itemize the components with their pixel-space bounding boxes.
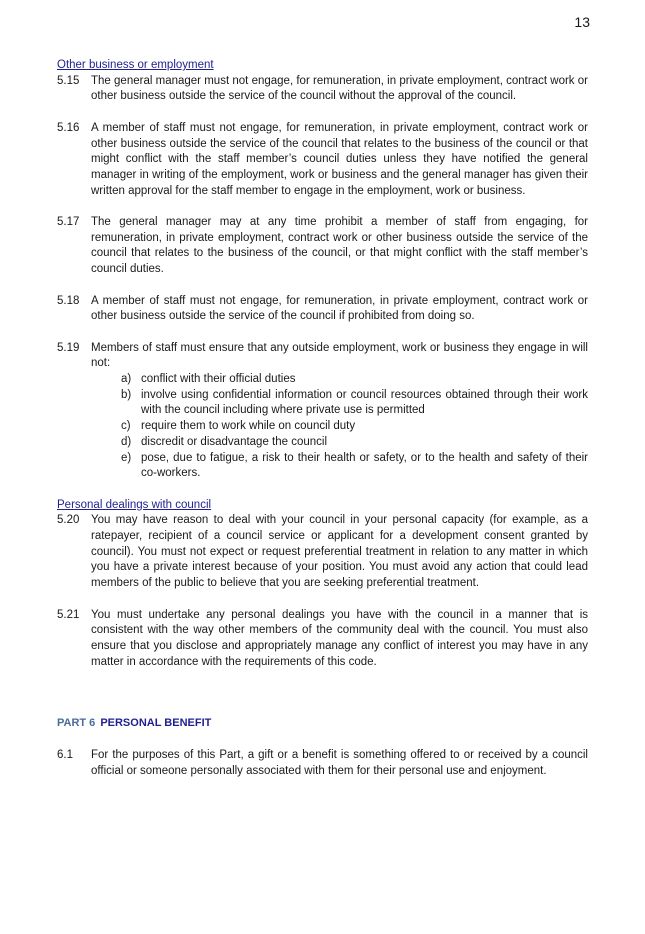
list-item: [121, 419, 588, 435]
clause-text: You must undertake any personal dealings you have with the council in a manner that is consistent with the way other members of the community deal with the council. You must also ensure that you disclose and appropriately manage any conflict of interest you may have in any matter in accordance with the requirements of this code.: [91, 608, 588, 668]
page-number: 13: [574, 14, 590, 30]
list-item-text: conflict with their official duties: [141, 373, 296, 385]
list-item-text: require them to work while on council duty: [141, 420, 356, 433]
clause-text: You may have reason to deal with your council in your personal capacity (for example, as a ratepayer, recipient of a council service or applicant for a development consent granted by council). You must not expect or request preferential treatment in relation to any matter in which you have a private interest because of your position. You must avoid any action that could lead members of the public to believe that you are seeking preferential treatment.: [91, 514, 588, 590]
clause-number: 5.15: [57, 74, 80, 87]
clause-5-18: [57, 294, 588, 325]
list-item-letter: b): [121, 388, 132, 401]
clause-6-1: [57, 748, 588, 779]
list-item-letter: e): [121, 451, 132, 464]
list-item-text: pose, due to fatigue, a risk to their health or safety, or to the health and safety of their co-workers.: [141, 451, 588, 480]
document-body: [57, 58, 588, 779]
list-item-letter: d): [121, 435, 132, 448]
list-item-text: involve using confidential information or council resources obtained through their work with the council including where private use is permitted: [141, 388, 588, 417]
list-item-letter: a): [121, 373, 132, 385]
section-heading-other-business: Other business or employment: [57, 59, 214, 71]
list-item: [121, 372, 588, 388]
clause-5-20: [57, 513, 588, 592]
clause-5-17: [57, 215, 588, 278]
list-item: [121, 388, 588, 419]
clause-number: 5.16: [57, 121, 80, 134]
clause-text: Members of staff must ensure that any outside employment, work or business they engage in will not:: [91, 341, 588, 370]
list-item: [121, 435, 588, 451]
clause-5-16: [57, 121, 588, 200]
clause-5-19: [57, 341, 588, 482]
clause-number: 5.21: [57, 608, 80, 621]
clause-5-15: [57, 74, 588, 105]
part-number: PART 6: [57, 717, 96, 730]
clause-text: A member of staff must not engage, for remuneration, in private employment, contract work or other business outside the service of the council that relates to the business of the council or that might conflict with the staff member’s council duties unless they have notified the general manager in writing of the employment, work or business and the general manager has given their written approval for the staff member to engage in the employment, work or business.: [91, 121, 588, 197]
part-heading: [57, 716, 588, 732]
clause-text: The general manager must not engage, for remuneration, in private employment, contract work or other business outside the service of the council without the approval of the council.: [91, 74, 588, 103]
sub-item-list: [121, 372, 588, 482]
clause-number: 6.1: [57, 749, 73, 762]
part-title: PERSONAL BENEFIT: [100, 717, 212, 730]
section-heading-personal-dealings: Personal dealings with council: [57, 498, 212, 511]
clause-number: 5.17: [57, 216, 80, 228]
clause-number: 5.18: [57, 294, 80, 307]
list-item-text: discredit or disadvantage the council: [141, 435, 328, 448]
clause-text: A member of staff must not engage, for remuneration, in private employment, contract work or other business outside the service of the council if prohibited from doing so.: [91, 294, 588, 323]
clause-number: 5.20: [57, 514, 80, 527]
clause-text: The general manager may at any time prohibit a member of staff from engaging, for remuneration, in private employment, contract work or other business outside the service of the council that relates to the business of the council, or that might conflict with the staff member’s council duties.: [91, 216, 588, 276]
clause-number: 5.19: [57, 341, 80, 354]
clause-text: For the purposes of this Part, a gift or a benefit is something offered to or received by a council official or someone personally associated with them for their personal use and enjoyment.: [91, 749, 588, 777]
list-item: [121, 451, 588, 482]
list-item-letter: c): [121, 420, 131, 433]
clause-5-21: [57, 608, 588, 671]
